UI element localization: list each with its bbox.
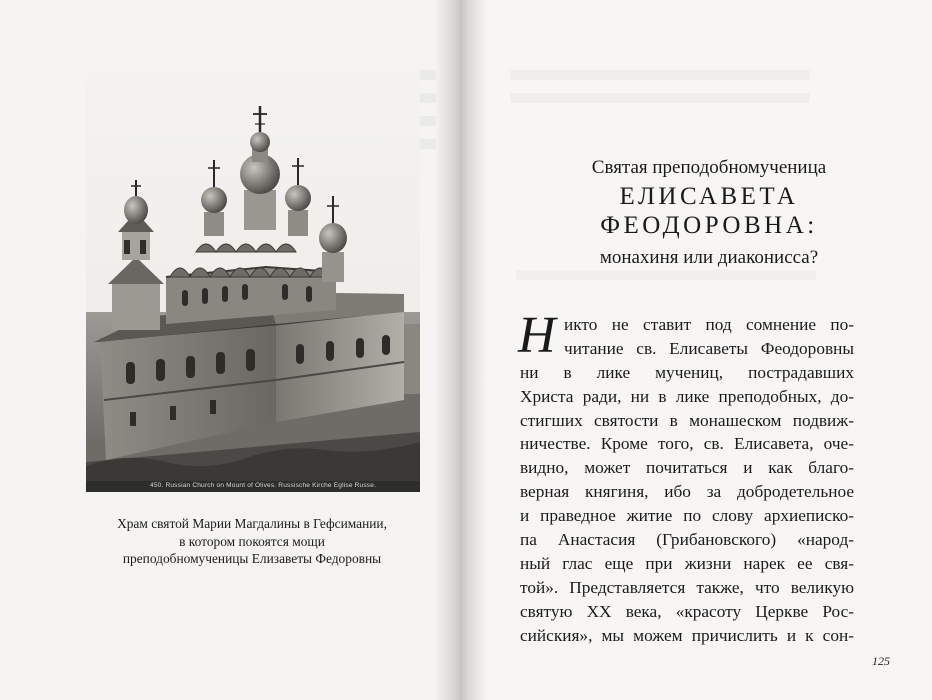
chapter-title-line-2: ФЕОДОРОВНА: bbox=[600, 212, 818, 239]
body-line: и праведное житие по слову архиеписко- bbox=[520, 506, 854, 526]
chapter-title-line-1: ЕЛИСАВЕТА bbox=[619, 183, 799, 210]
bleed-through-line bbox=[510, 93, 810, 103]
body-line: икто не ставит под сомнение по- bbox=[564, 315, 854, 334]
photo-caption bbox=[92, 515, 412, 568]
body-text bbox=[520, 313, 854, 647]
body-line: верная княгиня, ибо за добродетельное bbox=[520, 482, 854, 502]
bleed-through-line bbox=[510, 70, 810, 80]
page-number: 125 bbox=[872, 654, 890, 668]
caption-line: преподобномученицы Елизаветы Федоровны bbox=[122, 551, 382, 566]
body-line: святую XX века, «красоту Церкве Рос- bbox=[520, 601, 854, 621]
body-line: ничестве. Кроме того, св. Елисавета, оче- bbox=[520, 434, 854, 454]
drop-cap: Н bbox=[518, 307, 556, 364]
bleed-through-line bbox=[516, 270, 816, 280]
body-line: видно, может почитаться и как благо- bbox=[520, 458, 854, 478]
photo-strip-text: 450. Russian Church on Mount of Olives. Russische Kirche Eglise Russe. bbox=[150, 482, 377, 489]
caption-line: Храм святой Марии Магдалины в Гефсимании, bbox=[117, 516, 387, 531]
body-line: па Анастасия (Грибановского) «народ- bbox=[520, 530, 854, 550]
caption-line: в котором покоятся мощи bbox=[179, 533, 325, 549]
body-line: той». Представляется также, что великую bbox=[520, 577, 854, 597]
chapter-subtitle-top: Святая преподобномученица bbox=[591, 157, 827, 178]
church-photo bbox=[86, 62, 420, 492]
photo-caption-strip bbox=[86, 481, 420, 492]
body-line: ни в лике мучениц, пострадавших bbox=[520, 362, 854, 382]
body-line: сийския», мы можем причислить и к сон- bbox=[520, 625, 854, 645]
body-line: ный глас еще при жизни нарек ее свя- bbox=[520, 553, 854, 573]
book-gutter bbox=[436, 0, 486, 700]
body-line: читание св. Елисаветы Феодоровны bbox=[564, 338, 854, 358]
body-line: стигших святости в монашеском подвиж- bbox=[520, 410, 854, 430]
chapter-subtitle-bottom: монахиня или диаконисса? bbox=[599, 247, 819, 268]
body-line: Христа ради, ни в лике преподобных, до- bbox=[520, 386, 854, 406]
